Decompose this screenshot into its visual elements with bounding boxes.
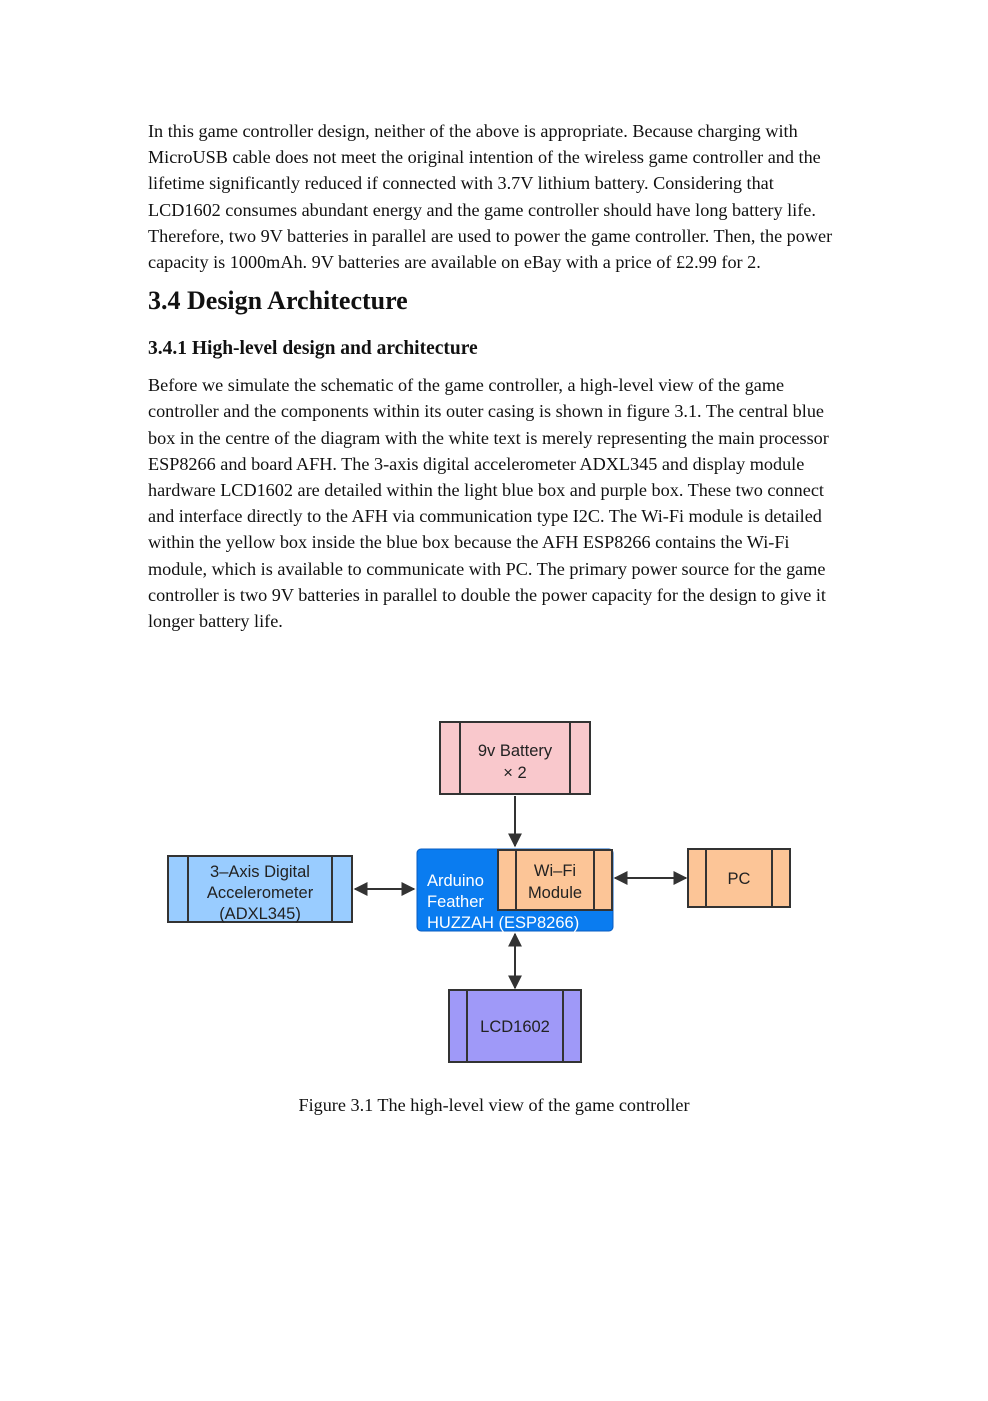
battery-block <box>440 722 590 794</box>
figure-caption: Figure 3.1 The high-level view of the game controller <box>298 1095 690 1115</box>
wifi-label-line2: Module <box>527 884 583 902</box>
battery-label-line1: 9v Battery <box>477 742 553 760</box>
pc-label: PC <box>727 870 751 888</box>
paragraph-power-choice: In this game controller design, neither of the above is appropriate. Because charging with MicroUSB cable does not meet the original intention of the wireless game controller and the lifetime significantly reduced if connected with 3.7V lithium battery. Considering that LCD1602 consumes abundant energy and the game controller should have long battery life. Therefore, two 9V batteries in parallel are used to power the game controller. Then, the power capacity is 1000mAh. 9V batteries are available on eBay with a price of £2.99 for 2. <box>148 121 833 273</box>
battery-label-line2: × 2 <box>503 764 527 782</box>
lcd-block <box>449 990 581 1062</box>
section-heading: 3.4 Design Architecture <box>148 286 408 316</box>
accelerometer-label-line3: (ADXL345) <box>219 905 301 923</box>
accelerometer-label-line1: 3–Axis Digital <box>210 863 310 881</box>
document-body <box>148 118 848 634</box>
architecture-diagram <box>160 716 800 1072</box>
pc-block <box>688 849 790 907</box>
subsection-heading: 3.4.1 High-level design and architecture <box>148 338 478 360</box>
wifi-module-block <box>498 850 612 910</box>
lcd-label: LCD1602 <box>480 1018 550 1036</box>
wifi-label-line1: Wi–Fi <box>533 862 577 880</box>
processor-label-line1: Arduino <box>427 872 484 890</box>
accelerometer-label-line2: Accelerometer <box>206 884 314 902</box>
accelerometer-block <box>168 856 352 923</box>
processor-label-line3: HUZZAH (ESP8266) <box>427 914 580 932</box>
paragraph-architecture: Before we simulate the schematic of the game controller, a high-level view of the game controller and the components within its outer casing is shown in figure 3.1. The central blue box in the centre of the diagram with the white text is merely representing the main processor ESP8266 and board AFH. The 3-axis digital accelerometer ADXL345 and display module hardware LCD1602 are detailed within the light blue box and purple box. These two connect and interface directly to the AFH via communication type I2C. The Wi-Fi module is detailed within the yellow box inside the blue box because the AFH ESP8266 contains the Wi-Fi module, which is available to communicate with PC. The primary power source for the game controller is two 9V batteries in parallel to double the power capacity for the design to give it longer battery life. <box>148 375 829 632</box>
processor-label-line2: Feather <box>427 893 484 911</box>
